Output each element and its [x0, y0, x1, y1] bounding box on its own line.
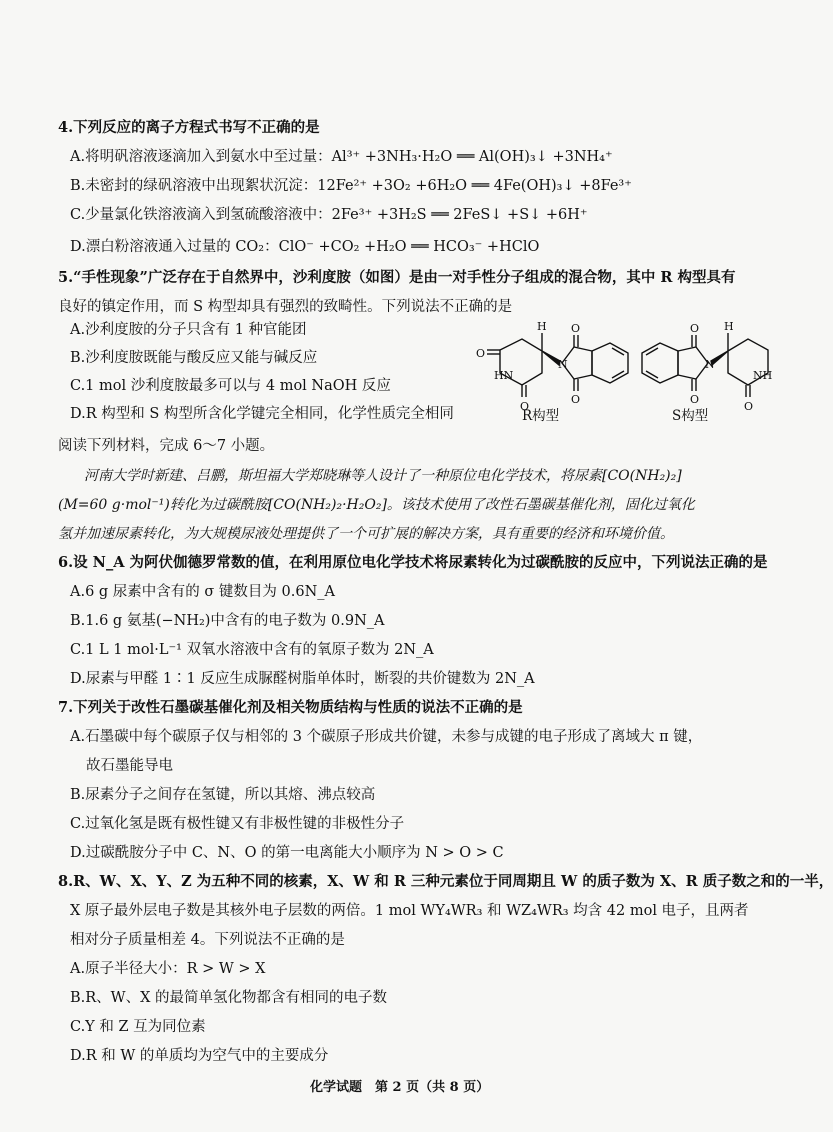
q7-option-d: D.过碳酰胺分子中 C、N、O 的第一电离能大小顺序为 N > O > C	[70, 845, 504, 861]
q4-option-d: D.漂白粉溶液通入过量的 CO₂：ClO⁻ +CO₂ +H₂O ══ HCO₃⁻ +HClO	[70, 239, 540, 255]
q5-option-b: B.沙利度胺既能与酸反应又能与碱反应	[70, 350, 318, 366]
q5-stem-line1: 5.“手性现象”广泛存在于自然界中，沙利度胺（如图）是由一对手性分子组成的混合物，其中 R 构型具有	[58, 269, 736, 286]
q6-option-b: B.1.6 g 氨基(−NH₂)中含有的电子数为 0.9N_A	[70, 613, 385, 629]
q7-option-a-line2: 故石墨能导电	[86, 758, 173, 774]
q8-option-d: D.R 和 W 的单质均为空气中的主要成分	[70, 1048, 329, 1064]
q8-stem-line2: X 原子最外层电子数是其核外电子层数的两倍。1 mol WY₄WR₃ 和 WZ₄WR₃ 均含 42 mol 电子，且两者	[70, 903, 749, 919]
q7-option-b: B.尿素分子之间存在氢键，所以其熔、沸点较高	[70, 787, 376, 803]
material-intro: 阅读下列材料，完成 6～7 小题。	[58, 438, 275, 454]
q6-option-d: D.尿素与甲醛 1∶1 反应生成脲醛树脂单体时，断裂的共价键数为 2N_A	[70, 671, 535, 687]
s-oxygen-lower: O	[690, 393, 700, 406]
r-h-label: H	[537, 320, 547, 333]
r-oxygen-bottom: O	[520, 400, 530, 413]
q5-option-c: C.1 mol 沙利度胺最多可以与 4 mol NaOH 反应	[70, 378, 391, 394]
material-paragraph-line3: 氢并加速尿素转化，为大规模尿液处理提供了一个可扩展的解决方案，具有重要的经济和环境价值。	[58, 526, 674, 542]
r-n-label: N	[558, 358, 568, 371]
q8-option-b: B.R、W、X 的最简单氢化物都含有相同的电子数	[70, 990, 388, 1006]
q7-stem: 7.下列关于改性石墨碳基催化剂及相关物质结构与性质的说法不正确的是	[58, 699, 523, 716]
q6-option-a: A.6 g 尿素中含有的 σ 键数目为 0.6N_A	[70, 584, 335, 600]
r-oxygen-lower: O	[571, 393, 581, 406]
q5-option-d: D.R 构型和 S 构型所含化学键完全相同，化学性质完全相同	[70, 406, 454, 422]
q4-option-a: A.将明矾溶液逐滴加入到氨水中至过量：Al³⁺ +3NH₃·H₂O ══ Al(OH)₃↓ +3NH₄⁺	[70, 149, 613, 165]
q8-option-a: A.原子半径大小：R > W > X	[70, 961, 266, 977]
q7-option-c: C.过氧化氢是既有极性键又有非极性键的非极性分子	[70, 816, 405, 832]
q7-option-a-line1: A.石墨碳中每个碳原子仅与相邻的 3 个碳原子形成共价键，未参与成键的电子形成了离域大 π 键，	[70, 729, 703, 745]
q8-stem-line1: 8.R、W、X、Y、Z 为五种不同的核素，X、W 和 R 三种元素位于同周期且 W 的质子数为 X、R 质子数之和的一半，	[58, 873, 833, 890]
page-footer: 化学试题 第 2 页（共 8 页）	[310, 1080, 490, 1095]
s-nh-label: NH	[753, 369, 773, 382]
s-oxygen-top: O	[690, 322, 700, 335]
s-n-label: N	[705, 358, 715, 371]
q6-stem: 6.设 N_A 为阿伏伽德罗常数的值，在利用原位电化学技术将尿素转化为过碳酰胺的反应中，下列说法正确的是	[58, 554, 768, 571]
thalidomide-figure	[470, 315, 773, 425]
s-oxygen-bottom: O	[744, 400, 754, 413]
q4-option-b: B.未密封的绿矾溶液中出现絮状沉淀：12Fe²⁺ +3O₂ +6H₂O ══ 4Fe(OH)₃↓ +8Fe³⁺	[70, 178, 632, 194]
material-paragraph-line2: (M=60 g·mol⁻¹)转化为过碳酰胺[CO(NH₂)₂·H₂O₂]。该技术使用了改性石墨碳基催化剂，固化过氧化	[58, 497, 695, 513]
fig-r-label: R构型	[522, 408, 560, 424]
q4-stem: 4.下列反应的离子方程式书写不正确的是	[58, 119, 320, 136]
q6-option-c: C.1 L 1 mol·L⁻¹ 双氧水溶液中含有的氧原子数为 2N_A	[70, 642, 434, 658]
q8-stem-line3: 相对分子质量相差 4。下列说法不正确的是	[70, 932, 345, 948]
material-paragraph-line1: 河南大学时新建、吕鹏，斯坦福大学郑晓琳等人设计了一种原位电化学技术，将尿素[CO(NH₂)₂]	[84, 468, 682, 484]
q5-stem-line2: 良好的镇定作用，而 S 构型却具有强烈的致畸性。下列说法不正确的是	[58, 299, 513, 315]
q8-option-c: C.Y 和 Z 互为同位素	[70, 1019, 206, 1035]
q5-option-a: A.沙利度胺的分子只含有 1 种官能团	[70, 322, 307, 338]
fig-s-label: S构型	[672, 408, 709, 424]
r-oxygen-left: O	[476, 347, 486, 360]
r-oxygen-top: O	[571, 322, 581, 335]
s-h-label: H	[724, 320, 734, 333]
r-nh-label: HN	[494, 369, 514, 382]
q4-option-c: C.少量氯化铁溶液滴入到氢硫酸溶液中：2Fe³⁺ +3H₂S ══ 2FeS↓ +S↓ +6H⁺	[70, 207, 588, 223]
